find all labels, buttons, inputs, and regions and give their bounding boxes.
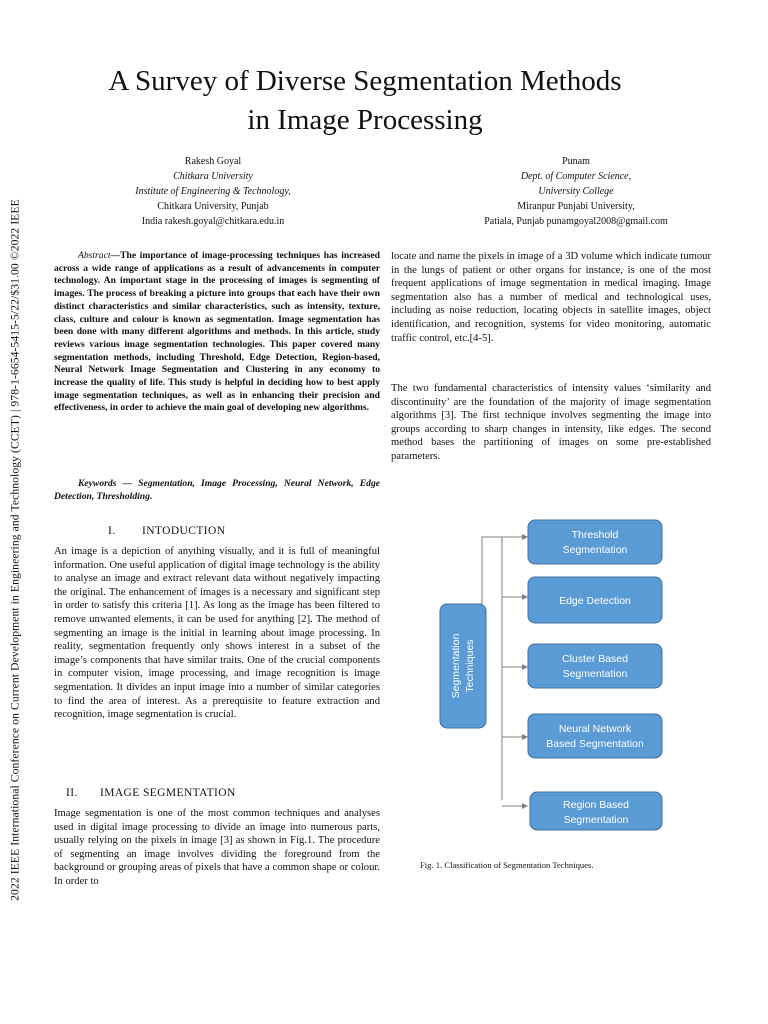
abstract-body: —The importance of image-processing techniques has increased across a wide range of applications as a result of advancements in computer technology. An important stage in the processing of images is segmenting of images. The process of breaking a picture into groups that each have their own distinct characteristics and similar characteristics, such as intensity, texture, class, culture and colour is known as segmentation. Image segmentation has been done with many different algorithms and methods. In this article, study reviews various image segmentation technologies. This paper covered many segmentation methods, including Threshold, Edge Detection, Region-based, Neural Network Image Segmentation and Clustering in any economy to increase the quality of life. This study is helpful in deciding how to best apply image segmentation techniques, as well as in enhancing their precision and effectiveness, in order to achieve the main goal of developing new algorithms.: [54, 250, 380, 414]
connector-root: [482, 537, 512, 604]
keywords: Keywords — Segmentation, Image Processing, Neural Network, Edge Detection, Thresholding.: [54, 478, 380, 502]
node-4-label-2: Based Segmentation: [546, 738, 644, 750]
node-threshold-segmentation: [528, 520, 662, 564]
title-line-2: in Image Processing: [247, 104, 483, 136]
node-3-box: [528, 644, 662, 688]
section-2-heading: [66, 787, 236, 799]
abstract: [54, 250, 380, 415]
diagram-arrowheads: [522, 534, 528, 809]
author-1-affil-1: Chitkara University: [173, 171, 253, 182]
root-label-2: Techniques: [464, 639, 476, 693]
side-copyright-strip: [2, 140, 28, 960]
node-3-label-2: Segmentation: [562, 668, 628, 680]
node-3-label-1: Cluster Based: [562, 653, 628, 665]
abstract-lead: Abstract: [78, 250, 111, 261]
author-1-affil-2: Institute of Engineering & Technology,: [135, 186, 291, 197]
figure-caption: Fig. 1. Classification of Segmentation Techniques.: [420, 860, 594, 870]
node-1-label-2: Segmentation: [562, 544, 628, 556]
title-line-1: A Survey of Diverse Segmentation Methods: [108, 65, 622, 97]
section-2-number: II.: [66, 787, 78, 799]
arrow-5: [522, 803, 528, 809]
arrow-3: [522, 664, 528, 670]
root-label-1: Segmentation: [450, 633, 462, 699]
section-1-number: I.: [108, 525, 116, 537]
diagram-root-node: [440, 604, 486, 728]
arrow-1: [522, 534, 528, 540]
section-1-title: INTODUCTION: [142, 525, 226, 537]
segmentation-diagram: [420, 510, 720, 835]
node-5-label-1: Region Based: [563, 799, 629, 811]
arrow-4: [522, 734, 528, 740]
node-region-based-segmentation: [530, 792, 662, 830]
section-1-body: An image is a depiction of anything visually, and it is full of meaningful information. One useful application of digital image technology is the ability to analyse an image and extract relevant data without negatively impacting the original. The enhancement of images is a necessary and significant step in order to satisfy this criteria [1]. As long as the image has been filtered to remove unwanted elements, it can be used for anything [2]. The method of segmenting an image is the initial in learning about image processing. In reality, segmentation frequently only shows interest in a subset of the image’s components that have similar traits. One of the crucial components in computer vision, image processing, and image recognition is image segmentation. It divides an input image into a number of similar categories to find the area of interest. As a prerequisite to feature extraction and recognition, image segmentation is crucial.: [54, 546, 380, 721]
section-2-title: IMAGE SEGMENTATION: [100, 787, 236, 799]
author-2-name: Punam: [562, 156, 590, 167]
section-2-body: Image segmentation is one of the most common techniques and analyses used in digital image processing to divide an image into numerous parts, usually relying on the pixels in image [3] as shown in Fig.1. The procedure of segmenting an image involves dividing the foreground from the background or grouping areas of pixels that have a common shape or colour. In order to: [54, 808, 380, 887]
author-2-affil-3: Miranpur Punjabi University,: [517, 201, 635, 212]
node-5-label-2: Segmentation: [563, 814, 629, 826]
author-2-affil-1: Dept. of Computer Science,: [520, 171, 632, 182]
author-1-affil-3: Chitkara University, Punjab: [157, 201, 269, 212]
right-paragraph-1: locate and name the pixels in image of a 3D volume which indicate tumour in the lungs of patient or other organs for instance, is one of the most frequent applications of image segmentation in medical imaging. Image segmentation also has a number of medical and technological uses, including as noise reduction, locating objects in satellite images, object identification, and recognition, systems for video monitoring, automatic traffic control, etc.[4-5].: [391, 251, 711, 344]
node-4-box: [528, 714, 662, 758]
diagram-connectors: [482, 537, 524, 806]
side-copyright-text: 2022 IEEE International Conference on Current Development in Engineering and Technology (CCET) | 978-1-6654-5415-5/22/$31.00 ©2022 IEEE: [8, 199, 22, 901]
node-1-box: [528, 520, 662, 564]
node-cluster-based-segmentation: [528, 644, 662, 688]
root-box: [440, 604, 486, 728]
node-4-label-1: Neural Network: [558, 723, 632, 735]
node-edge-detection: [528, 577, 662, 623]
author-2-email: Patiala, Punjab punamgoyal2008@gmail.com: [484, 216, 668, 227]
section-1-heading: [108, 525, 225, 537]
author-block-1: [88, 154, 338, 229]
author-2-affil-2: University College: [538, 186, 614, 197]
arrow-2: [522, 594, 528, 600]
author-1-name: Rakesh Goyal: [184, 156, 242, 167]
author-1-email: India rakesh.goyal@chitkara.edu.in: [141, 216, 285, 227]
author-block-2: [436, 154, 716, 229]
right-paragraph-2: The two fundamental characteristics of intensity values ‘similarity and discontinuity’ are the foundation of the majority of image segmentation algorithms [3]. The first technique involves segmenting the image into groups according to sharp changes in intensity, like edges. The second method bases the partitioning of images on some pre-established parameters.: [391, 383, 711, 462]
node-1-label-1: Threshold: [571, 529, 619, 541]
node-2-label-1: Edge Detection: [559, 595, 631, 607]
paper-title: [40, 62, 690, 140]
node-neural-network-segmentation: [528, 714, 662, 758]
